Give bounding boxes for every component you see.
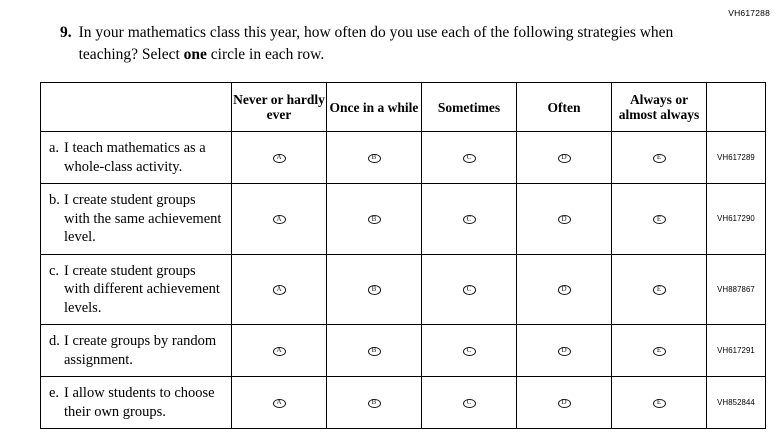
option-letter: E <box>656 398 662 407</box>
option-letter: E <box>656 214 662 223</box>
question-block <box>60 22 700 65</box>
radio-circle[interactable] <box>368 154 381 164</box>
row-text-b: I create student groups with the same achievement level. <box>64 192 222 245</box>
radio-circle[interactable] <box>368 215 381 225</box>
option-d-row-a[interactable] <box>517 132 612 184</box>
radio-circle[interactable] <box>558 347 571 357</box>
option-b-row-c[interactable] <box>327 254 422 325</box>
row-stem-c <box>41 254 232 325</box>
question-number: 9. <box>60 24 72 41</box>
table-body <box>41 132 766 429</box>
table-row <box>41 184 766 255</box>
radio-circle[interactable] <box>273 399 286 409</box>
header-stem <box>41 83 232 132</box>
radio-circle[interactable] <box>463 399 476 409</box>
option-a-row-b[interactable] <box>232 184 327 255</box>
option-b-row-d[interactable] <box>327 325 422 377</box>
option-e-row-d[interactable] <box>612 325 707 377</box>
option-e-row-b[interactable] <box>612 184 707 255</box>
row-stem-e <box>41 377 232 429</box>
radio-circle[interactable] <box>273 347 286 357</box>
question-text-bold: one <box>183 45 207 63</box>
option-c-row-e[interactable] <box>422 377 517 429</box>
option-e-row-e[interactable] <box>612 377 707 429</box>
option-letter: B <box>371 398 377 407</box>
radio-circle[interactable] <box>463 154 476 164</box>
option-e-row-c[interactable] <box>612 254 707 325</box>
header-never-or-hardly-ever: Never or hardly ever <box>232 83 327 132</box>
radio-circle[interactable] <box>558 399 571 409</box>
option-d-row-d[interactable] <box>517 325 612 377</box>
option-letter: D <box>561 153 567 162</box>
option-a-row-d[interactable] <box>232 325 327 377</box>
option-e-row-a[interactable] <box>612 132 707 184</box>
radio-circle[interactable] <box>273 285 286 295</box>
question-text-part1: In your mathematics class this year, how often do you use each of the following strategies when teaching? Select <box>78 24 674 63</box>
row-letter-d: d. <box>49 333 60 349</box>
header-sometimes: Sometimes <box>422 83 517 132</box>
radio-circle[interactable] <box>368 347 381 357</box>
radio-circle[interactable] <box>273 154 286 164</box>
option-letter: D <box>561 285 567 294</box>
radio-circle[interactable] <box>463 347 476 357</box>
radio-circle[interactable] <box>653 399 666 409</box>
table-row <box>41 325 766 377</box>
radio-circle[interactable] <box>653 154 666 164</box>
row-letter-b: b. <box>49 192 60 208</box>
option-letter: C <box>466 398 472 407</box>
radio-circle[interactable] <box>368 399 381 409</box>
option-a-row-a[interactable] <box>232 132 327 184</box>
row-letter-c: c. <box>49 262 60 279</box>
question-text <box>79 22 700 65</box>
radio-circle[interactable] <box>463 285 476 295</box>
option-a-row-c[interactable] <box>232 254 327 325</box>
option-letter: E <box>656 153 662 162</box>
option-letter: D <box>561 346 567 355</box>
row-stem-a <box>41 132 232 184</box>
option-d-row-e[interactable] <box>517 377 612 429</box>
row-item-id-e: VH852844 <box>707 377 766 429</box>
option-letter: B <box>371 285 377 294</box>
row-item-id-c: VH887867 <box>707 254 766 325</box>
response-matrix-table <box>40 82 766 429</box>
option-d-row-b[interactable] <box>517 184 612 255</box>
option-letter: C <box>466 153 472 162</box>
option-b-row-b[interactable] <box>327 184 422 255</box>
table-head <box>41 83 766 132</box>
option-b-row-e[interactable] <box>327 377 422 429</box>
row-text-e: I allow students to choose their own groups. <box>64 385 215 420</box>
option-c-row-d[interactable] <box>422 325 517 377</box>
option-letter: B <box>371 214 377 223</box>
option-d-row-c[interactable] <box>517 254 612 325</box>
header-often: Often <box>517 83 612 132</box>
option-a-row-e[interactable] <box>232 377 327 429</box>
question-text-part2: circle in each row. <box>206 45 325 63</box>
table-row <box>41 377 766 429</box>
option-letter: A <box>276 153 282 162</box>
row-text-c: I create student groups with different achievement levels. <box>64 262 220 316</box>
header-id <box>707 83 766 132</box>
option-letter: D <box>561 398 567 407</box>
radio-circle[interactable] <box>558 215 571 225</box>
row-item-id-b: VH617290 <box>707 184 766 255</box>
option-letter: A <box>276 346 282 355</box>
row-stem-b <box>41 184 232 255</box>
row-text-a: I teach mathematics as a whole-class activity. <box>64 140 206 175</box>
option-letter: B <box>371 153 377 162</box>
radio-circle[interactable] <box>558 285 571 295</box>
option-b-row-a[interactable] <box>327 132 422 184</box>
radio-circle[interactable] <box>653 285 666 295</box>
radio-circle[interactable] <box>653 347 666 357</box>
header-always-or-almost-always: Always or almost always <box>612 83 707 132</box>
row-item-id-a: VH617289 <box>707 132 766 184</box>
page-item-id: VH617288 <box>728 8 770 18</box>
radio-circle[interactable] <box>558 154 571 164</box>
header-once-in-a-while: Once in a while <box>327 83 422 132</box>
option-letter: E <box>656 285 662 294</box>
row-letter-a: a. <box>49 140 60 156</box>
radio-circle[interactable] <box>273 215 286 225</box>
table-row <box>41 254 766 325</box>
option-c-row-c[interactable] <box>422 254 517 325</box>
option-letter: C <box>466 214 472 223</box>
option-letter: E <box>656 346 662 355</box>
row-item-id-d: VH617291 <box>707 325 766 377</box>
option-letter: C <box>466 346 472 355</box>
option-letter: A <box>276 285 282 294</box>
option-letter: A <box>276 398 282 407</box>
table-row <box>41 132 766 184</box>
radio-circle[interactable] <box>368 285 381 295</box>
header-row <box>41 83 766 132</box>
row-letter-e: e. <box>49 385 60 401</box>
radio-circle[interactable] <box>463 215 476 225</box>
option-c-row-a[interactable] <box>422 132 517 184</box>
option-c-row-b[interactable] <box>422 184 517 255</box>
option-letter: B <box>371 346 377 355</box>
row-stem-d <box>41 325 232 377</box>
option-letter: A <box>276 214 282 223</box>
radio-circle[interactable] <box>653 215 666 225</box>
row-text-d: I create groups by random assignment. <box>64 333 217 368</box>
option-letter: D <box>561 214 567 223</box>
option-letter: C <box>466 285 472 294</box>
